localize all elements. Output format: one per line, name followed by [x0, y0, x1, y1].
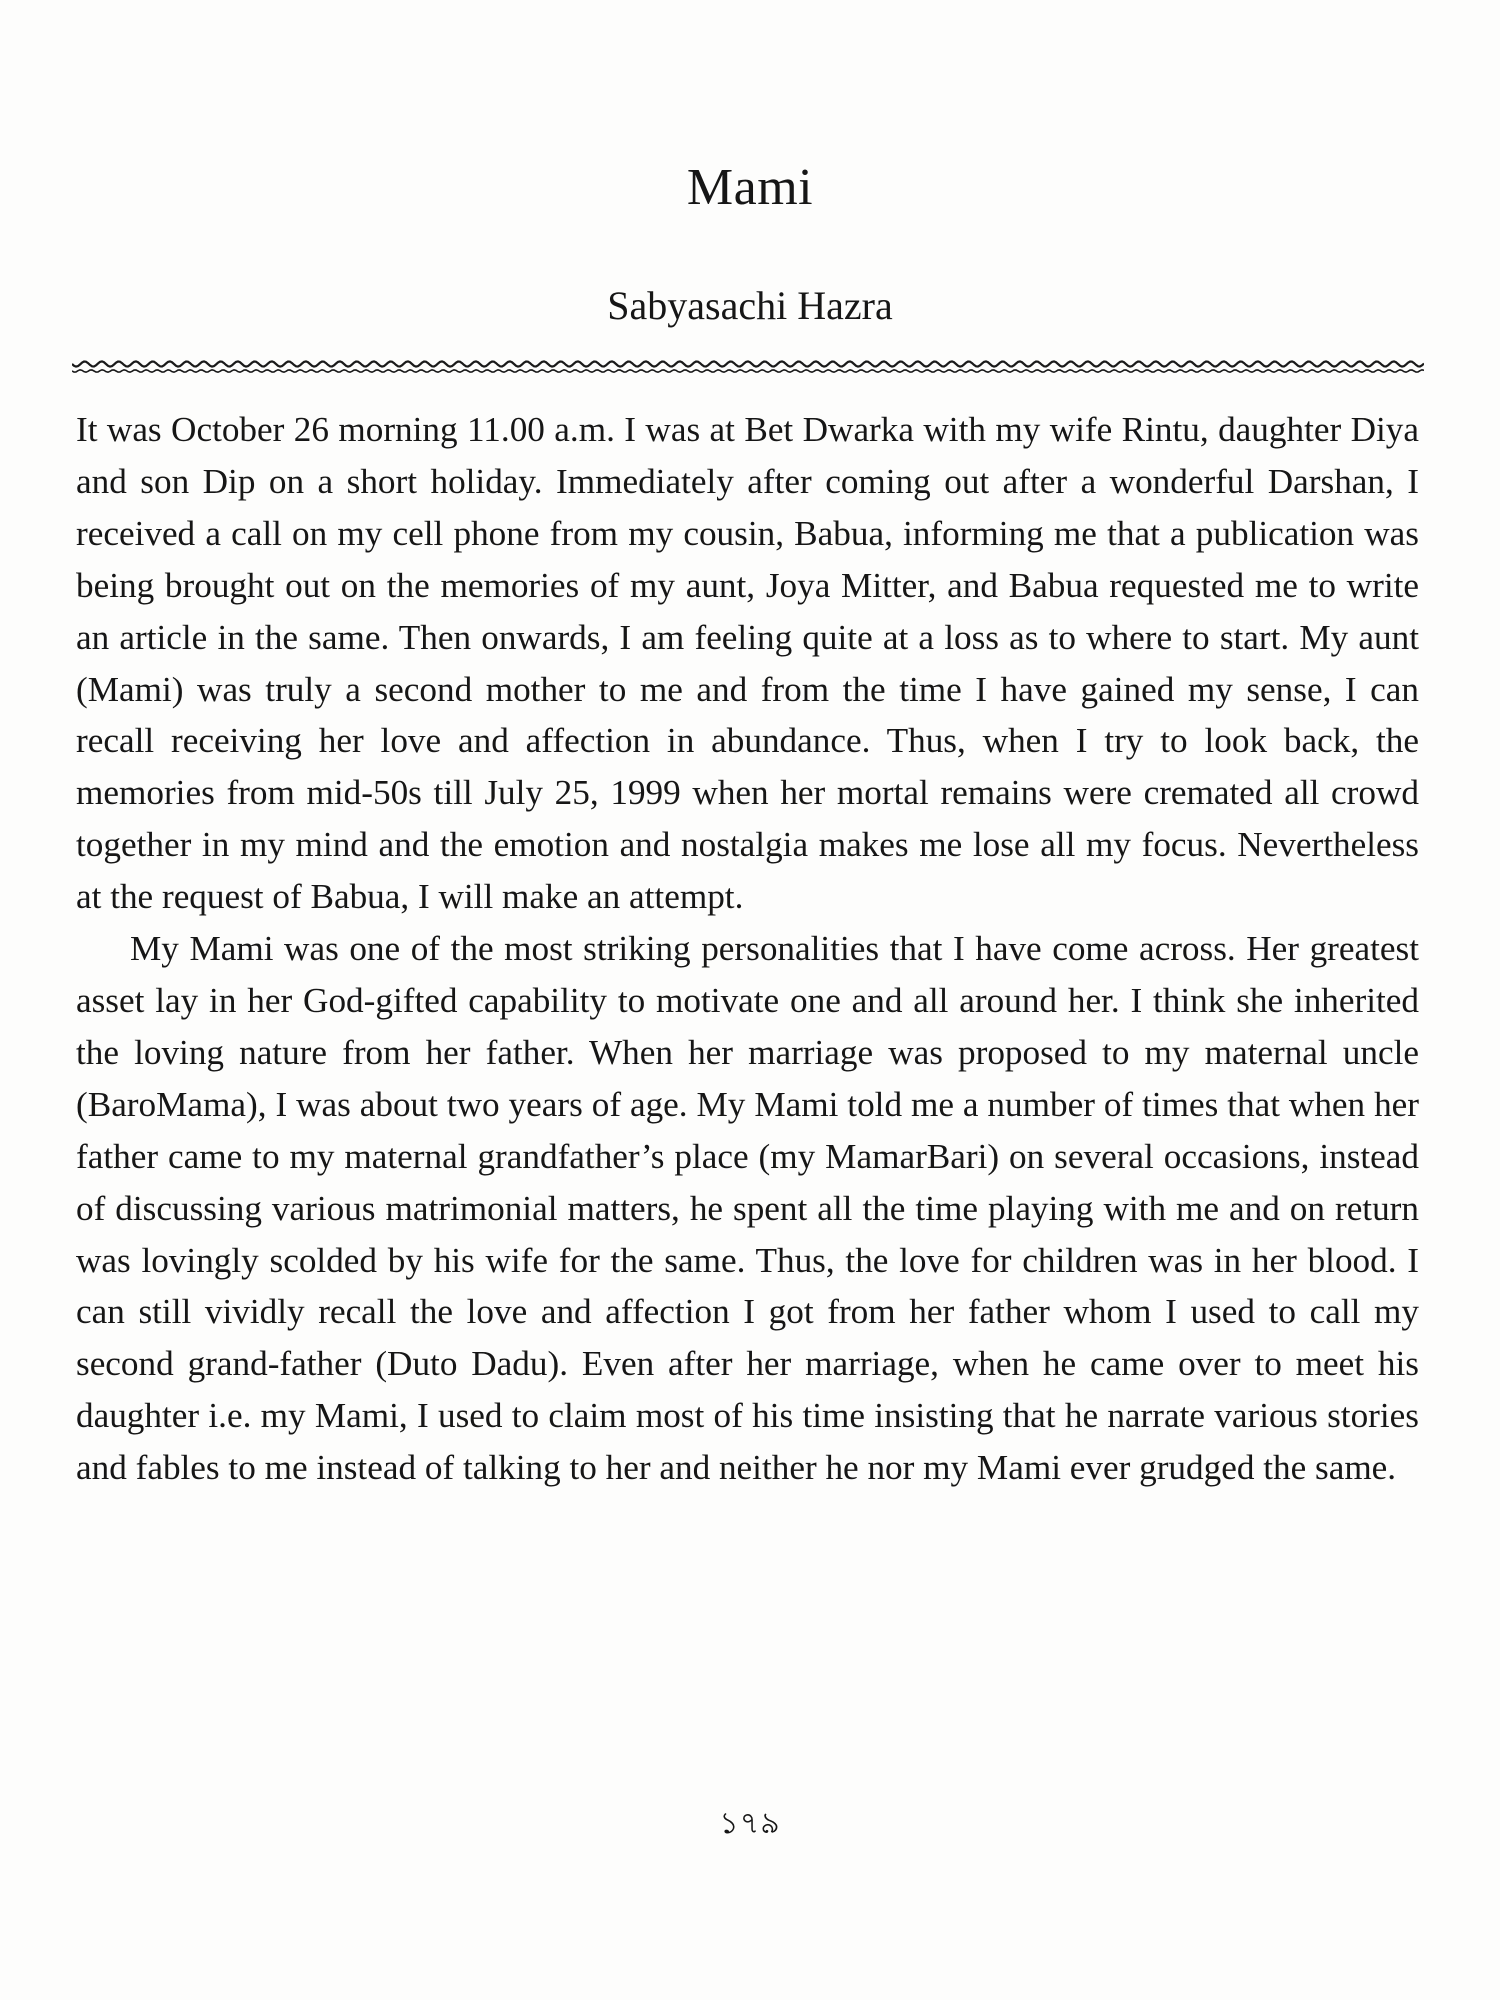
article-author: Sabyasachi Hazra [607, 283, 893, 328]
article-body [76, 404, 1419, 1494]
wavy-divider [72, 355, 1424, 379]
article-title: Mami [686, 159, 814, 216]
paragraph-1: It was October 26 morning 11.00 a.m. I was at Bet Dwarka with my wife Rintu, daughter Diya and son Dip on a short holiday. Immediately after coming out after a wonderful Darshan, I received a call on my cell phone from my cousin, Babua, informing me that a publication was being brought out on the memories of my aunt, Joya Mitter, and Babua requested me to write an article in the same. Then onwards, I am feeling quite at a loss as to where to start. My aunt (Mami) was truly a second mother to me and from the time I have gained my sense, I can recall receiving her love and affection in abundance. Thus, when I try to look back, the memories from mid-50s till July 25, 1999 when her mortal remains were cremated all crowd together in my mind and the emotion and nostalgia makes me lose all my focus. Nevertheless at the request of Babua, I will make an attempt. [76, 410, 1419, 917]
page-number: ১৭৯ [719, 1807, 781, 1840]
paragraph-2: My Mami was one of the most striking personalities that I have come across. Her greatest asset lay in her God-gifted capability to motivate one and all around her. I think she inherited the loving nature from her father. When her marriage was proposed to my maternal uncle (BaroMama), I was about two years of age. My Mami told me a number of times that when her father came to my maternal grandfather’s place (my MamarBari) on several occasions, instead of discussing various matrimonial matters, he spent all the time playing with me and on return was lovingly scolded by his wife for the same. Thus, the love for children was in her blood. I can still vividly recall the love and affection I got from her father whom I used to call my second grand-father (Duto Dadu). Even after her marriage, when he came over to meet his daughter i.e. my Mami, I used to claim most of his time insisting that he narrate various stories and fables to me instead of talking to her and neither he nor my Mami ever grudged the same. [76, 929, 1419, 1488]
